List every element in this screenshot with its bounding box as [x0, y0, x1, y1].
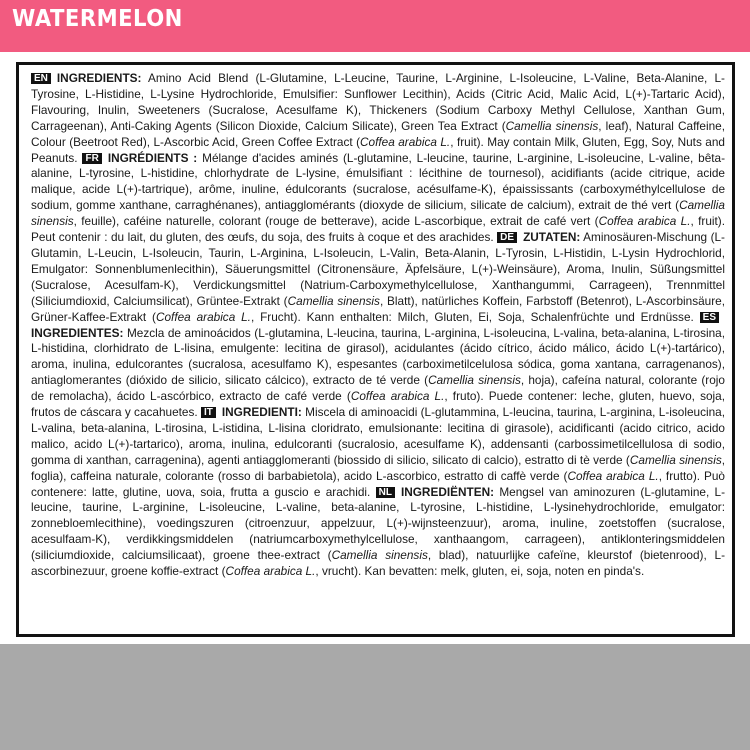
- language-badge-it: IT: [201, 407, 216, 418]
- botanical-name: Coffea arabica L.: [598, 214, 691, 229]
- botanical-name: Coffea arabica L.: [567, 468, 659, 483]
- section-heading-fr: INGRÉDIENTS :: [107, 150, 198, 165]
- botanical-name: Camellia sinensis: [287, 293, 380, 308]
- ingredient-text: , fruit). Peut contenir : du lait, du gluten, des œufs, du soja, des fruits à coque et des arachides.: [31, 214, 725, 245]
- language-badge-es: ES: [700, 312, 719, 323]
- ingredient-text: , hoja), cafeína natural, colorante (rojo de remolacha), ácido L-ascórbico, extracto de café verde (: [31, 373, 725, 404]
- ingredient-text: Mélange d'acides aminés (L-glutamine, L-leucine, taurine, L-arginine, L-isoleucine, L-valine, bêta-alanine, L-tyrosine, L-histidine, chlorhydrate de L-lysine, émulsifiant : lécithine de tournesol), acidifiants (acide citrique, acide malique, acide L(+)-tartrique), arôme, inuline, édulcorants (sucralose, acésulfame-K), épaississants (carboxyméthylcellulose de sodium, gomme xanthane, carraghénanes), antiagglomérants (dioxyde de silicium, silicate de calcium), extrait de thé vert (: [31, 150, 726, 213]
- botanical-name: Coffea arabica L.: [350, 389, 445, 404]
- flavor-title: WATERMELON: [12, 6, 183, 32]
- ingredients-text: [31, 71, 725, 580]
- botanical-name: Camellia sinensis: [428, 373, 521, 388]
- ingredient-text: , Frucht). Kann enthalten: Milch, Gluten, Ei, Soja, Schalenfrüchte und Erdnüsse.: [250, 309, 694, 324]
- language-badge-nl: NL: [376, 487, 395, 498]
- botanical-name: Camellia sinensis: [505, 118, 599, 133]
- ingredient-text: , vrucht). Kan bevatten: melk, gluten, ei, soja, noten en pinda's.: [315, 564, 645, 579]
- ingredient-text: , frutto). Può contenere: latte, glutine, uova, soia, frutta a guscio e arachidi.: [31, 468, 725, 499]
- section-heading-es: INGREDIENTES:: [31, 325, 124, 340]
- ingredient-text: , blad), natuurlijke cafeïne, kleurstof (bietenrood), L-ascorbinezuur, groene koffie-extract (: [31, 548, 725, 579]
- botanical-name: Camellia sinensis: [629, 452, 722, 467]
- ingredient-text: , fruit). May contain Milk, Gluten, Egg, Soy, Nuts and Peanuts.: [31, 134, 725, 165]
- language-badge-fr: FR: [82, 153, 101, 164]
- ingredient-text: , Blatt), natürliches Koffein, Farbstoff (Betenrot), L-Ascorbinsäure, Grüner-Kaffee-Extrakt (: [31, 293, 725, 324]
- ingredient-text: Mezcla de aminoácidos (L-glutamina, L-leucina, taurina, L-arginina, L-isoleucina, L-valina, beta-alanina, L-tirosina, L-histidina, clorhidrato de L-lisina, emulgente: lecitina de girasol), acidulantes (ácido cítrico, ácido málico, ácido L(+)-tartárico), aroma, inulina, edulcorantes (sucralosa, acesulfamo K), espesantes (carboximetilcelulosa sódica, goma xantana, carragenanos), antiaglomerantes (dióxido de silicio, silicato cálcico), extracto de té verde (: [31, 325, 725, 388]
- ingredient-text: , leaf), Natural Caffeine, Colour (Beetroot Red), L-Ascorbic Acid, Green Coffee Extract (: [31, 118, 725, 149]
- ingredients-panel: [16, 62, 735, 637]
- ingredient-text: Amino Acid Blend (L-Glutamine, L-Leucine, Taurine, L-Arginine, L-Isoleucine, L-Valine, Beta-Alanine, L-Tyrosine, L-Histidine, L-Lysine Hydrochloride, Emulsifier: Sunflower Lecithin), Acids (Citric Acid, Malic Acid, L(+)-Tartaric Acid), Flavouring, Inulin, Sweeteners (Sucralose, Acesulfame K), Thickeners (Sodium Carboxy Methyl Cellulose, Xanthan Gum, Carrageenan), Anti-Caking Agents (Silicon Dioxide, Calcium Silicate), Green Tea Extract (: [31, 71, 725, 133]
- flavor-banner: [0, 0, 750, 52]
- bottom-band: [0, 644, 750, 750]
- language-badge-en: EN: [31, 73, 51, 84]
- ingredient-text: , feuille), caféine naturelle, colorant (rouge de betterave), acide L-ascorbique, extrait de café vert (: [73, 214, 599, 229]
- botanical-name: Camellia sinensis: [31, 198, 725, 229]
- section-heading-en: INGREDIENTS:: [56, 71, 142, 85]
- section-heading-nl: INGREDIËNTEN:: [400, 484, 495, 499]
- ingredient-text: , fruto). Puede contener: leche, gluten, huevo, soja, frutos de cáscara y cacahuetes.: [31, 389, 725, 420]
- section-heading-de: ZUTATEN:: [523, 230, 581, 245]
- ingredient-text: Mengsel van aminozuren (L-glutamine, L-leucine, taurine, L-arginine, L-isoleucine, L-valine, beta-alanine, L-tyrosine, L-histidine, L-lysinehydrochloride, emulgator: zonnebloemlecithine), voedingszuren (citroenzuur, appelzuur, L(+)-wijnsteenzuur), aroma, inuline, zoetstoffen (sucralose, acesulfaam-K), verdikkingsmiddelen (natriumcarboxymethylcellulose, xanthaangom, carrageen), antiklonteringsmiddelen (siliciumdioxide, calciumsilicaat), groene thee-extract (: [31, 484, 725, 563]
- language-badge-de: DE: [497, 232, 517, 243]
- ingredient-text: , foglia), caffeina naturale, colorante (rosso di barbabietola), acido L-ascorbico, estratto di caffè verde (: [31, 452, 725, 483]
- botanical-name: Coffea arabica L.: [225, 564, 316, 579]
- botanical-name: Camellia sinensis: [331, 548, 428, 563]
- ingredient-text: Miscela di aminoacidi (L-glutammina, L-leucina, taurina, L-arginina, L-isoleucina, L-valina, beta-alanina, L-tirosina, L-istidina, L-lisina cloridrato, emulsionante: lecitina di girasole), acidificanti (acido citrico, acido malico, acido L(+)-tartarico), aroma, inulina, edulcoranti (sucralosio, acesulfame K), addensanti (carbossimetilcellulosa di sodio, gomma di xanthan, carragenina), agenti antiagglomeranti (biossido di silicio, silicato di calcio), estratto di tè verde (: [31, 405, 725, 467]
- botanical-name: Coffea arabica L.: [360, 134, 451, 149]
- section-heading-it: INGREDIENTI:: [221, 405, 302, 420]
- botanical-name: Coffea arabica L.: [155, 309, 251, 324]
- ingredient-text: Aminosäuren-Mischung (L-Glutamin, L-Leucin, L-Isoleucin, Taurin, L-Arginina, L-Isoleucin, L-Valin, Beta-Alanin, L-Tyrosin, L-Histidin, L-Lysin Hydrochlorid, Emulgator: Sonnenblumenlecithin), Säuerungsmittel (Citronensäure, Äpfelsäure, L(+)-Weinsäure), Aroma, Inulin, Süßungsmittel (Sucralose, Acesulfam-K), Verdickungsmittel (Natrium-Carboxymethylcellulose, Xanthangummi, Carrageen), Trennmittel (Siliciumdioxid, Calciumsilicat), Grüntee-Extrakt (: [31, 230, 725, 308]
